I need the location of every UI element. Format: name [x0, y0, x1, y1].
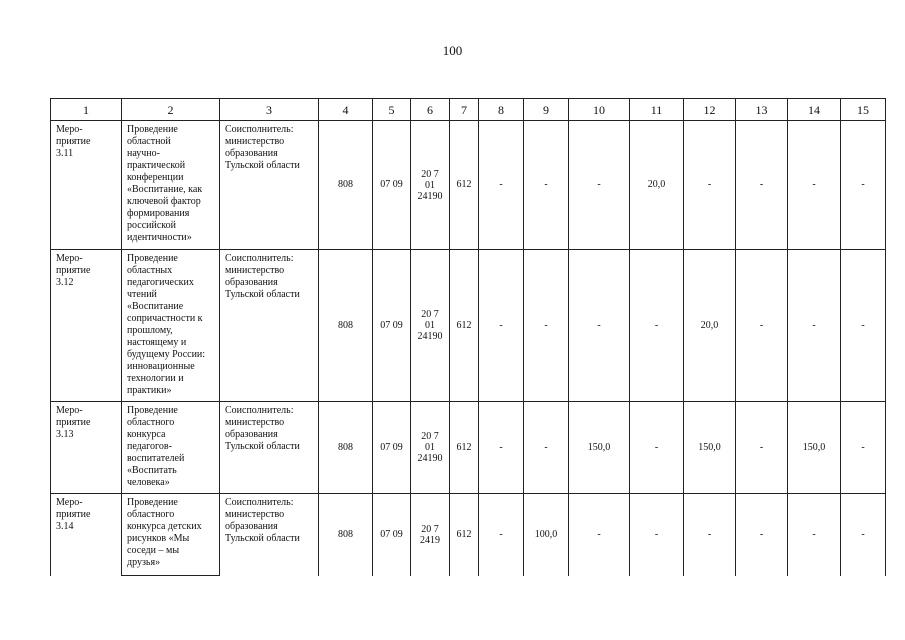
event-title-cell: Проведение областных педагогических чтений «Воспитание сопричастности к прошлому, настоящему и будущему России: инновационные технологии и практики» — [122, 250, 220, 402]
column-header: 3 — [220, 99, 319, 121]
cell-col14: - — [788, 250, 841, 402]
column-header: 9 — [524, 99, 569, 121]
cell-col10: - — [569, 250, 630, 402]
cell-col10: - — [569, 494, 630, 576]
event-number-cell: Меро- приятие 3.12 — [51, 250, 122, 402]
cell-col12: 20,0 — [684, 250, 736, 402]
cell-col4: 808 — [319, 494, 373, 576]
cell-col8: - — [479, 494, 524, 576]
column-header: 1 — [51, 99, 122, 121]
cell-col10: - — [569, 121, 630, 250]
cell-col13: - — [736, 121, 788, 250]
column-header: 12 — [684, 99, 736, 121]
event-number-cell: Меро- приятие 3.13 — [51, 402, 122, 494]
cell-col5: 07 09 — [373, 402, 411, 494]
cell-col15: - — [841, 250, 886, 402]
cell-col8: - — [479, 121, 524, 250]
cell-col7: 612 — [450, 121, 479, 250]
executor-cell: Соисполнитель: министерство образования Тульской области — [220, 250, 319, 402]
budget-table — [50, 98, 886, 576]
cell-col6: 20 7 01 24190 — [411, 250, 450, 402]
column-header: 2 — [122, 99, 220, 121]
table-header-row — [51, 99, 886, 121]
cell-col4: 808 — [319, 402, 373, 494]
cell-col14: - — [788, 121, 841, 250]
cell-col9: 100,0 — [524, 494, 569, 576]
column-header: 11 — [630, 99, 684, 121]
cell-col13: - — [736, 494, 788, 576]
cell-col14: 150,0 — [788, 402, 841, 494]
column-header: 8 — [479, 99, 524, 121]
cell-col11: - — [630, 250, 684, 402]
column-header: 7 — [450, 99, 479, 121]
column-header: 4 — [319, 99, 373, 121]
cell-col4: 808 — [319, 121, 373, 250]
page-number: 100 — [442, 43, 463, 58]
cell-col13: - — [736, 250, 788, 402]
cell-col6: 20 7 2419 — [411, 494, 450, 576]
cell-col13: - — [736, 402, 788, 494]
cell-col7: 612 — [450, 494, 479, 576]
cell-col5: 07 09 — [373, 250, 411, 402]
cell-col9: - — [524, 121, 569, 250]
table-row — [51, 121, 886, 250]
cell-col11: - — [630, 494, 684, 576]
cell-col10: 150,0 — [569, 402, 630, 494]
executor-cell: Соисполнитель: министерство образования Тульской области — [220, 402, 319, 494]
column-header: 15 — [841, 99, 886, 121]
column-header: 14 — [788, 99, 841, 121]
event-title-cell: Проведение областной научно- практической конференции «Воспитание, как ключевой фактор формирования российской идентичности» — [122, 121, 220, 250]
table-row — [51, 494, 886, 576]
cell-col15: - — [841, 121, 886, 250]
cell-col5: 07 09 — [373, 121, 411, 250]
cell-col7: 612 — [450, 402, 479, 494]
column-header: 13 — [736, 99, 788, 121]
cell-col12: 150,0 — [684, 402, 736, 494]
event-number-cell: Меро- приятие 3.14 — [51, 494, 122, 576]
cell-col11: 20,0 — [630, 121, 684, 250]
cell-col11: - — [630, 402, 684, 494]
event-title-cell: Проведение областного конкурса педагогов- воспитателей «Воспитать человека» — [122, 402, 220, 494]
cell-col8: - — [479, 402, 524, 494]
cell-col15: - — [841, 494, 886, 576]
cell-col12: - — [684, 494, 736, 576]
event-title-cell: Проведение областного конкурса детских рисунков «Мы соседи – мы друзья» — [122, 494, 220, 576]
table-row — [51, 402, 886, 494]
table-row — [51, 250, 886, 402]
column-header: 6 — [411, 99, 450, 121]
cell-col6: 20 7 01 24190 — [411, 402, 450, 494]
cell-col12: - — [684, 121, 736, 250]
cell-col14: - — [788, 494, 841, 576]
executor-cell: Соисполнитель: министерство образования Тульской области — [220, 494, 319, 576]
event-number-cell: Меро- приятие 3.11 — [51, 121, 122, 250]
cell-col7: 612 — [450, 250, 479, 402]
executor-cell: Соисполнитель: министерство образования Тульской области — [220, 121, 319, 250]
cell-col8: - — [479, 250, 524, 402]
column-header: 10 — [569, 99, 630, 121]
cell-col15: - — [841, 402, 886, 494]
cell-col9: - — [524, 402, 569, 494]
cell-col4: 808 — [319, 250, 373, 402]
cell-col6: 20 7 01 24190 — [411, 121, 450, 250]
cell-col5: 07 09 — [373, 494, 411, 576]
column-header: 5 — [373, 99, 411, 121]
cell-col9: - — [524, 250, 569, 402]
